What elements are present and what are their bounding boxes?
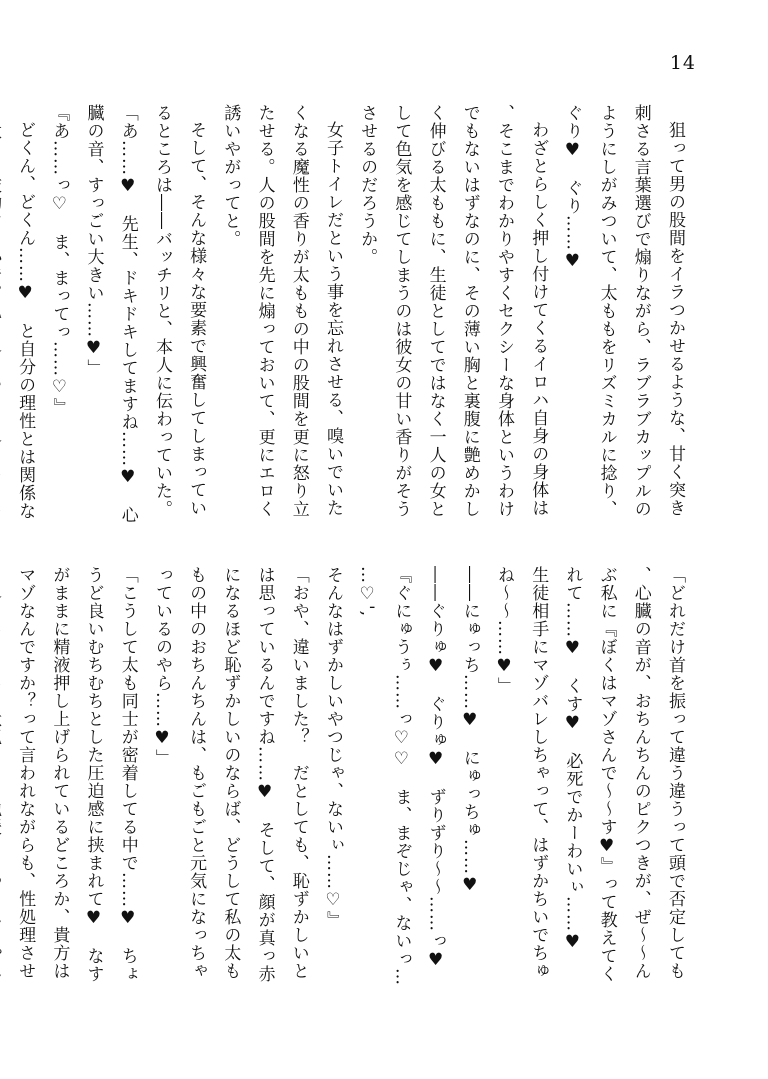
dialogue-line: 「あ……♥ 先生、ドキドキしてますね……♥ 心臓の音、すっごい大きい……♥」 [83,104,138,524]
page-number: 14 [669,52,696,74]
dialogue-line: 『あ……っ♡ ま、まってっ……♡』 [49,104,70,416]
paragraph: そして、そんな様々な要素で興奮してしまっているところは――バッチリと、本人に伝わっていた。 [151,104,207,518]
text-block-top [15,104,692,524]
paragraph: 女子トイレだという事を忘れさせる、嗅いでいたくなる魔性の香りが太ももの中の股間を更に怒り立たせる。人の股間を先に煽っておいて、更にエロく誘いやがってと。 [220,104,343,518]
paragraph: 狙って男の股間をイラつかせるような、甘く突き刺さる言葉選びで煽りながら、ラブラブカップルのようにしがみついて、太ももをリズミカルに捻り、ぐり♥ ぐり……♥ [562,104,685,518]
dialogue-line: 「どれだけ首を振って違う違うって頭で否定しても、心臓の音が、おちんちんのピクつきが、ぜ～～んぶ私に『ぼくはマゾさんで～～す♥』って教えてくれて……♥ くす♥ 必死でかーわいぃ……♥ 生徒相手にマゾバレしちゃって、はずかちいでちゅね～～……♥」 [493,566,685,983]
dialogue-line: そんなはずかしいやつじゃ、ないぃ……♡』 [322,566,343,929]
sound-effect-line: ――にゅっち……♥ にゅっちゅ……♥ [459,566,480,896]
paragraph: どくん、どくん……♥ と自分の理性とは関係な [15,121,36,520]
dialogue-line: 「こうして太も同士が密着してる中で……♥ ちょうど良いむちむちとした圧迫感に挟まれて♥ なすがままに精液押し上げられているどころか、貴方はマゾなんですか？って言われながらも、性処理させ [15,566,138,983]
dialogue-line: 『ぐにゅうぅ……っ♡♡ ま、まぞじゃ、ないっ……♡', [357,566,412,986]
dialogue-line: 「おや、違いました？ だとしても、恥ずかしいとは思っているんですね……♥ そして、顔が真っ赤になるほど恥ずかしいのならば、どうして私の太ももの中のおちんちんは、もごもごと元気になっちゃっているのやら……♥」 [151,566,309,983]
text-block-bottom [15,566,692,986]
sound-effect-line: ――ぐりゅ♥ ぐりゅ♥ ずりずり～～……っ♥ [425,566,446,971]
paragraph: わざとらしく押し付けてくるイロハ自身の身体は、そこまでわかりやすくセクシーな身体というわけでもないはずなのに、その薄い胸と裏腹に艶めかしく伸びる太ももに、生徒としてではなく一人の女として色気を感じてしまうのは彼女の甘い香りがそうさせるのだろうか。 [357,104,549,518]
